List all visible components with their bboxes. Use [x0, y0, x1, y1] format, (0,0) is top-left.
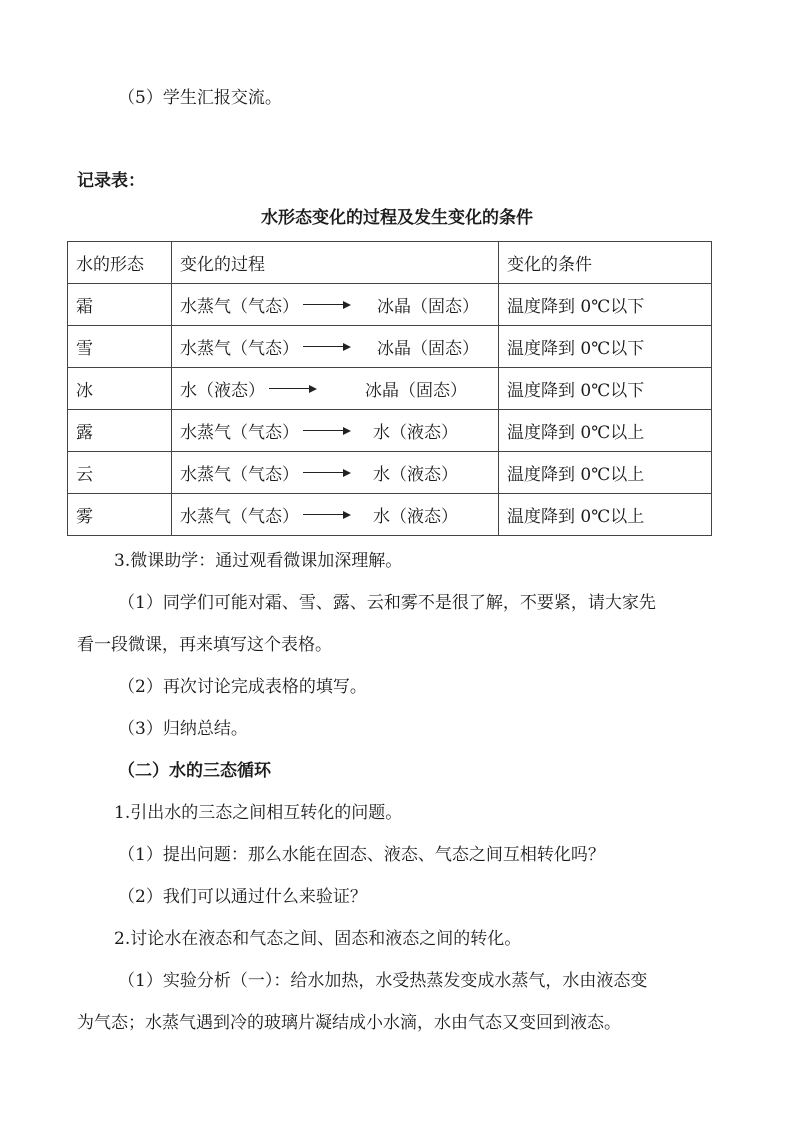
- cell-process: [172, 494, 499, 536]
- cell-process: [172, 326, 499, 368]
- cell-form: 露: [68, 410, 172, 452]
- table-row: [68, 452, 712, 494]
- cell-condition: 温度降到 0℃以上: [499, 494, 712, 536]
- arrow-right-icon: [303, 342, 351, 352]
- arrow-right-icon: [303, 300, 351, 310]
- process-from: 水蒸气（气态）: [180, 465, 299, 485]
- arrow-right-icon: [303, 468, 351, 478]
- process-to: 水（液态）: [373, 465, 458, 485]
- paragraph-microlesson: 3.微课助学：通过观看微课加深理解。: [114, 551, 403, 571]
- cell-condition: 温度降到 0℃以下: [499, 368, 712, 410]
- paragraph-microlesson-3: （3）归纳总结。: [118, 719, 248, 739]
- table-title: 水形态变化的过程及发生变化的条件: [261, 208, 533, 228]
- paragraph-transform-question-2: （2）我们可以通过什么来验证？: [118, 887, 367, 907]
- process-from: 水蒸气（气态）: [180, 423, 299, 443]
- process-from: 水（液态）: [180, 381, 265, 401]
- arrow-right-icon: [303, 426, 351, 436]
- cell-form: 冰: [68, 368, 172, 410]
- process-to: 冰晶（固态）: [365, 381, 467, 401]
- header-change-process: 变化的过程: [172, 242, 499, 284]
- header-water-form: 水的形态: [68, 242, 172, 284]
- arrow-right-icon: [303, 510, 351, 520]
- section-heading-water-cycle: （二）水的三态循环: [118, 761, 271, 781]
- paragraph-microlesson-2: （2）再次讨论完成表格的填写。: [118, 677, 367, 697]
- process-to: 水（液态）: [373, 507, 458, 527]
- table-header-row: [68, 242, 712, 284]
- table-row: [68, 410, 712, 452]
- cell-form: 雾: [68, 494, 172, 536]
- cell-process: [172, 284, 499, 326]
- paragraph-microlesson-1a: （1）同学们可能对霜、雪、露、云和雾不是很了解，不要紧，请大家先: [118, 593, 656, 613]
- arrow-right-icon: [269, 384, 317, 394]
- cell-form: 云: [68, 452, 172, 494]
- header-change-condition: 变化的条件: [499, 242, 712, 284]
- process-from: 水蒸气（气态）: [180, 339, 299, 359]
- process-from: 水蒸气（气态）: [180, 507, 299, 527]
- record-table-label: 记录表：: [77, 171, 145, 191]
- table-row: [68, 494, 712, 536]
- paragraph-microlesson-1b: 看一段微课，再来填写这个表格。: [77, 635, 332, 655]
- paragraph-transform-question: 1.引出水的三态之间相互转化的问题。: [114, 803, 403, 823]
- cell-condition: 温度降到 0℃以上: [499, 452, 712, 494]
- table-row: [68, 326, 712, 368]
- process-to: 冰晶（固态）: [377, 297, 479, 317]
- table-row: [68, 284, 712, 326]
- cell-condition: 温度降到 0℃以下: [499, 326, 712, 368]
- process-to: 冰晶（固态）: [377, 339, 479, 359]
- paragraph-student-report: （5）学生汇报交流。: [118, 88, 282, 108]
- cell-process: [172, 368, 499, 410]
- cell-process: [172, 452, 499, 494]
- cell-form: 霜: [68, 284, 172, 326]
- process-from: 水蒸气（气态）: [180, 297, 299, 317]
- cell-form: 雪: [68, 326, 172, 368]
- process-to: 水（液态）: [373, 423, 458, 443]
- table-row: [68, 368, 712, 410]
- paragraph-transform-question-1: （1）提出问题：那么水能在固态、液态、气态之间互相转化吗？: [118, 845, 605, 865]
- cell-process: [172, 410, 499, 452]
- cell-condition: 温度降到 0℃以上: [499, 410, 712, 452]
- record-table: [67, 241, 712, 536]
- paragraph-discuss-transform: 2.讨论水在液态和气态之间、固态和液态之间的转化。: [114, 929, 522, 949]
- cell-condition: 温度降到 0℃以下: [499, 284, 712, 326]
- paragraph-experiment-1a: （1）实验分析（一）：给水加热，水受热蒸发变成水蒸气，水由液态变: [118, 971, 648, 991]
- paragraph-experiment-1b: 为气态；水蒸气遇到冷的玻璃片凝结成小水滴，水由气态又变回到液态。: [77, 1013, 621, 1033]
